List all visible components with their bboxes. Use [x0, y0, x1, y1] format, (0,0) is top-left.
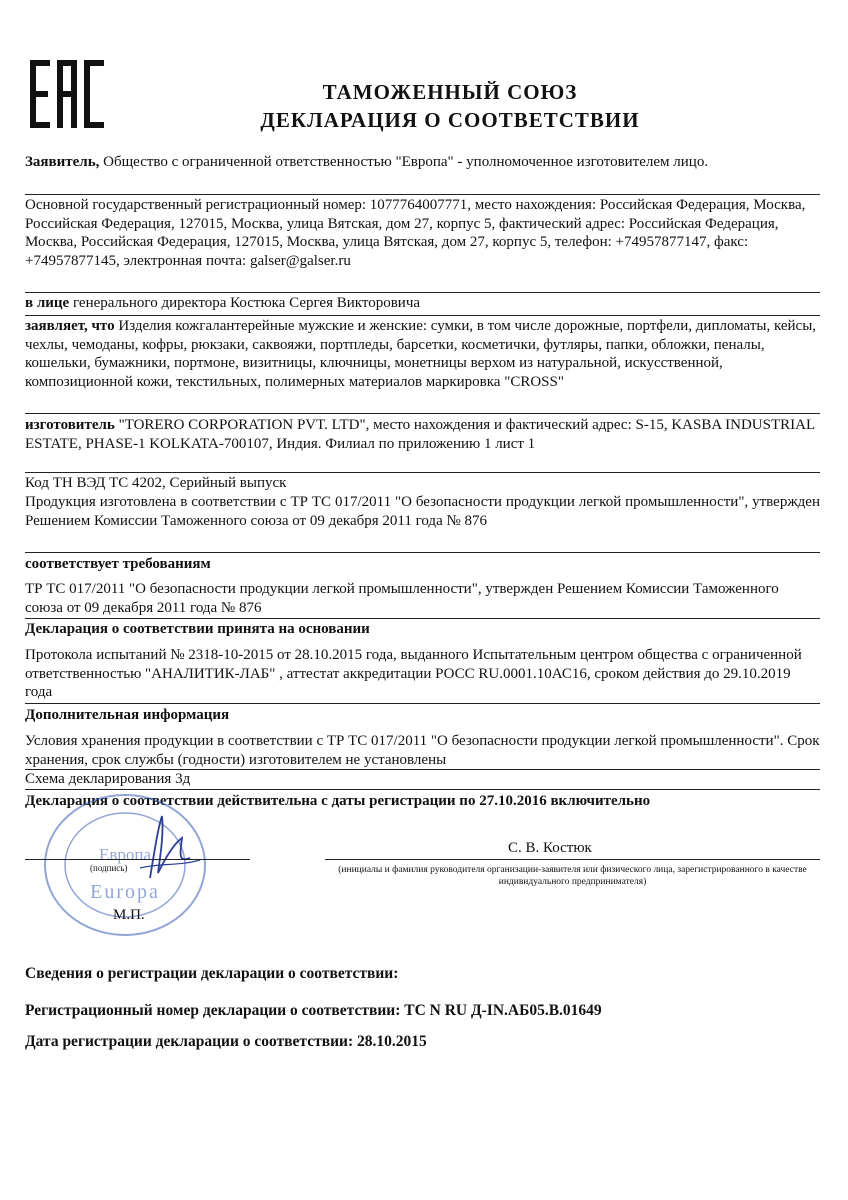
manufacturer-label: изготовитель	[25, 417, 115, 433]
declares-text: Изделия кожгалантерейные мужские и женские: сумки, в том числе дорожные, портфели, дипломаты, кейсы, чехлы, чемоданы, кофры, рюкзаки, саквояжи, портпледы, барсетки, косметички, футляры, папки, обложки, пеналы, кошельки, бумажники, портмоне, визитницы, ключницы, монетницы верхом из натуральной, искусственной, композиционной кожи, текстильных, полимерных материалов маркировка "CROSS"	[25, 318, 817, 390]
person-section	[25, 294, 820, 313]
handwritten-signature	[120, 808, 210, 888]
basis-label: Декларация о соответствии принята на основании	[25, 621, 370, 637]
production-section: Продукция изготовлена в соответствии с ТР ТС 017/2011 "О безопасности продукции легкой промышленности", утвержден Решением Комиссии Таможенного союза от 09 декабря 2011 года № 876	[25, 494, 820, 529]
seal-place: М.П.	[113, 907, 145, 923]
divider	[25, 552, 820, 553]
divider	[25, 618, 820, 619]
divider	[25, 413, 820, 414]
additional-label: Дополнительная информация	[25, 707, 230, 723]
signature-line	[25, 859, 250, 860]
svg-text:Europa: Europa	[90, 881, 160, 903]
requirements-text: ТР ТС 017/2011 "О безопасности продукции легкой промышленности", утвержден Решением Комиссии Таможенного союза от 09 декабря 2011 года № 876	[25, 581, 779, 616]
title-declaration: ДЕКЛАРАЦИЯ О СООТВЕТСТВИИ	[260, 108, 640, 132]
signature-label: (подпись)	[90, 863, 128, 873]
person-label: в лице	[25, 295, 70, 311]
applicant-text: Общество с ограниченной ответственностью "Европа" - уполномоченное изготовителем лицо.	[99, 154, 709, 170]
name-caption: (инициалы и фамилия руководителя организации-заявителя или физического лица, зарегистрированного в качестве индивидуального предпринимателя)	[338, 865, 807, 887]
declares-label: заявляет, что	[25, 318, 115, 334]
title-union: ТАМОЖЕННЫЙ СОЮЗ	[322, 80, 578, 104]
registration-info: Основной государственный регистрационный номер: 1077764007771, место нахождения: Российская Федерация, Москва, Российская Федерация, 127015, Москва, улица Вятская, дом 27, корпус 5, фактический адрес: Российская Федерация, Москва, Российская Федерация, 127015, Москва, улица Вятская, дом 27, корпус 5, телефон: +74957877147, факс: +74957877145, электронная почта: galser@galser.ru	[25, 197, 806, 269]
basis-text: Протокола испытаний № 2318-10-2015 от 28.10.2015 года, выданного Испытательным центром общества с ограниченной ответственностью "АНАЛИТИК-ЛАБ" , аттестат аккредитации РОСС RU.0001.10АС16, сроком действия до 29.10.2019 года	[25, 647, 802, 700]
declares-section	[25, 317, 820, 391]
validity-section: Декларация о соответствии действительна с даты регистрации по 27.10.2016 включительно	[25, 793, 651, 809]
requirements-label: соответствует требованиям	[25, 556, 211, 572]
manufacturer-section	[25, 416, 820, 453]
eac-logo	[30, 60, 104, 128]
divider	[25, 194, 820, 195]
applicant-section	[25, 153, 820, 172]
registration-date: Дата регистрации декларации о соответствии: 28.10.2015	[25, 1033, 427, 1050]
divider	[25, 315, 820, 316]
document-title	[150, 78, 750, 134]
name-line	[325, 859, 820, 860]
registration-number: Регистрационный номер декларации о соответствии: ТС N RU Д-IN.АБ05.В.01649	[25, 1002, 602, 1019]
applicant-label: Заявитель,	[25, 154, 100, 170]
manufacturer-text: "TORERO CORPORATION PVT. LTD", место нахождения и фактический адрес: S-15, KASBA INDUSTRIAL ESTATE, PHASE-1 KOLKATA-700107, Индия. Филиал по приложению 1 лист 1	[25, 417, 815, 452]
divider	[25, 292, 820, 293]
person-text: генерального директора Костюка Сергея Викторовича	[69, 295, 421, 311]
registration-heading: Сведения о регистрации декларации о соответствии:	[25, 965, 399, 982]
svg-text:Европа: Европа	[98, 845, 152, 864]
divider	[25, 472, 820, 473]
divider	[25, 703, 820, 704]
signer-name: С. В. Костюк	[508, 840, 592, 856]
additional-text: Условия хранения продукции в соответствии с ТР ТС 017/2011 "О безопасности продукции легкой промышленности". Срок хранения, срок службы (годности) изготовителем не установлены	[25, 733, 820, 768]
declaration-scheme: Схема декларирования 3д	[25, 771, 191, 787]
code-section: Код ТН ВЭД ТС 4202, Серийный выпуск	[25, 475, 287, 491]
